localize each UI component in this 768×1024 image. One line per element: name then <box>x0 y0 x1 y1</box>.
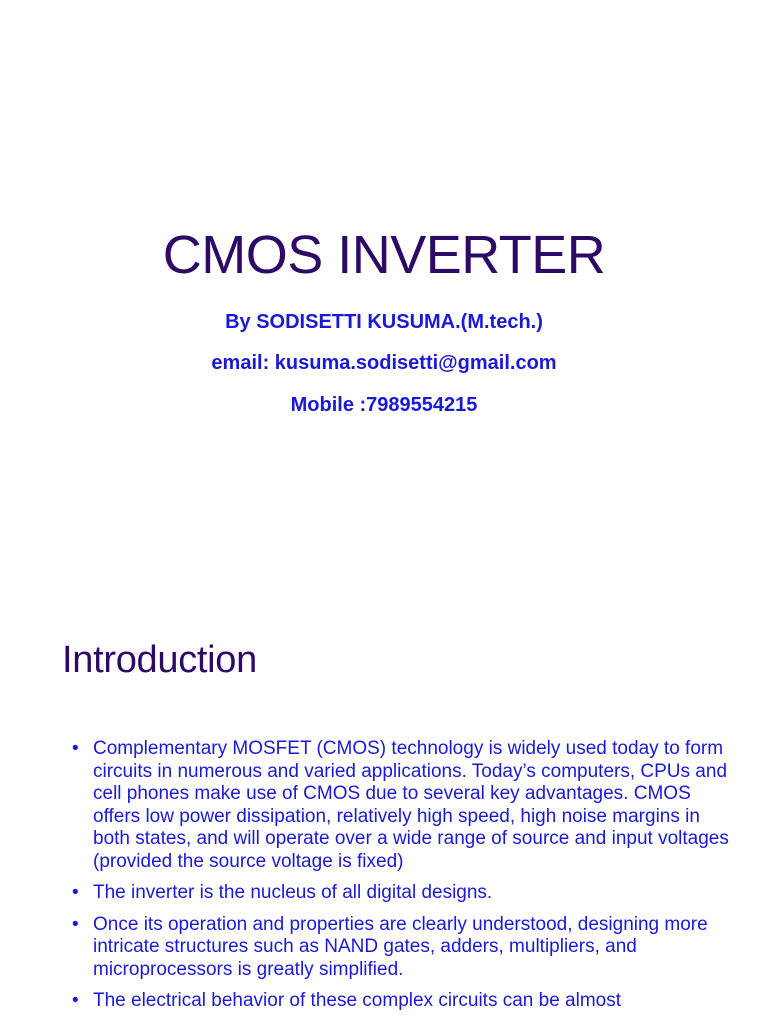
list-item <box>72 914 732 982</box>
bullet-icon: • <box>72 882 79 903</box>
mobile-line: Mobile :7989554215 <box>290 394 478 416</box>
bullet-icon: • <box>72 913 79 935</box>
list-item <box>72 882 732 905</box>
bullet-text: The electrical behavior of these complex circuits can be almost <box>93 990 622 1011</box>
author-line: By SODISETTI KUSUMA.(M.tech.) <box>225 311 543 333</box>
bullet-text: Complementary MOSFET (CMOS) technology is widely used today to form circuits in numerous and varied applications. Today’s computers, CPUs and cell phones make use of CMOS due to several key advantages. CMOS offers low power dissipation, relatively high speed, high noise margins in both states, and will operate over a wide range of source and input voltages (provided the source voltage is fixed) <box>93 738 729 872</box>
list-item <box>72 990 732 1013</box>
bullet-icon: • <box>72 990 79 1011</box>
section-title: Introduction <box>62 639 257 681</box>
bullet-list <box>72 738 732 1022</box>
list-item <box>72 738 732 873</box>
bullet-icon: • <box>72 738 79 759</box>
bullet-text: The inverter is the nucleus of all digital designs. <box>93 882 493 903</box>
presentation-title: CMOS INVERTER <box>162 225 606 285</box>
bullet-text: Once its operation and properties are clearly understood, designing more intricate structures such as NAND gates, adders, multipliers, and microprocessors is greatly simplified. <box>93 913 708 980</box>
email-line: email: kusuma.sodisetti@gmail.com <box>211 352 557 374</box>
introduction-slide <box>0 576 768 1024</box>
